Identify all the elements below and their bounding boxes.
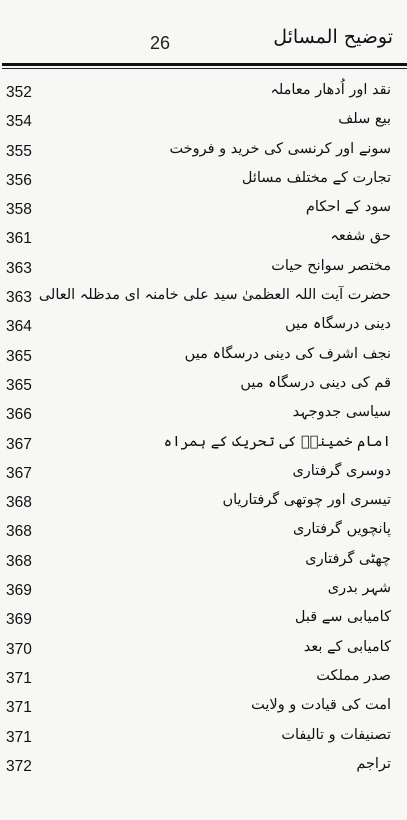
header-rule-thick: [2, 63, 407, 66]
toc-entry-page: 371: [6, 728, 32, 746]
toc-entry-page: 366: [6, 406, 32, 424]
toc-entry: [0, 139, 407, 168]
toc-entry: [0, 402, 407, 431]
toc-entry: [0, 344, 407, 373]
toc-entry-page: 363: [6, 289, 32, 307]
toc-entry-page: 364: [6, 318, 32, 336]
toc-entry-title: نجف اشرف کی دینی درسگاہ میں: [184, 345, 391, 362]
toc-entry-page: 361: [6, 230, 32, 248]
toc-entry: [0, 578, 407, 607]
toc-entry-title: کامیابی کے بعد: [303, 638, 391, 655]
toc-entry-page: 368: [6, 494, 32, 512]
toc-entry-page: 368: [6, 523, 32, 541]
toc-entry: [0, 754, 407, 783]
toc-entry: [0, 666, 407, 695]
toc-entry: [0, 226, 407, 255]
page-number: 26: [150, 33, 171, 53]
toc-entry-page: 365: [6, 347, 32, 365]
toc-entry-page: 365: [6, 376, 32, 394]
toc-entry-title: دوسری گرفتاری: [292, 462, 391, 479]
toc-entry: [0, 197, 407, 226]
toc-entry: [0, 607, 407, 636]
toc-entry: [0, 109, 407, 138]
toc-entry-page: 371: [6, 699, 32, 717]
toc-entry-page: 352: [6, 84, 32, 101]
toc-entry-title: سونے اور کرنسی کی خرید و فروخت: [169, 140, 391, 157]
toc-entry-title: تجارت کے مختلف مسائل: [241, 169, 391, 186]
table-of-contents: [0, 80, 407, 783]
toc-entry: [0, 725, 407, 754]
toc-entry-title: صدر مملکت: [316, 667, 391, 684]
toc-entry-title: شہر بدری: [327, 580, 391, 597]
toc-entry-title: حق شفعہ: [330, 228, 391, 245]
toc-entry-page: 355: [6, 142, 32, 160]
header-rule-thin: [2, 68, 407, 69]
toc-entry: [0, 519, 407, 548]
toc-entry-title: بیع سلف: [338, 111, 391, 128]
toc-entry: [0, 314, 407, 343]
toc-entry: [0, 461, 407, 490]
toc-entry-page: 354: [6, 113, 32, 131]
toc-entry: [0, 80, 407, 109]
toc-entry-title: حضرت آیت اللہ العظمیٰ سید علی خامنہ ای مدظلہ العالی: [38, 287, 391, 304]
toc-entry: [0, 432, 407, 461]
toc-entry-title: سیاسی جدوجہد: [292, 404, 391, 421]
toc-entry-title: تراجم: [356, 755, 391, 772]
toc-entry-title: پانچویں گرفتاری: [292, 521, 391, 538]
toc-entry-title: دینی درسگاہ میں: [285, 316, 391, 333]
toc-entry-title: مختصر سوانح حیات: [271, 257, 391, 274]
toc-entry-title: امت کی قیادت و ولایت: [251, 697, 391, 714]
toc-entry-page: 370: [6, 640, 32, 658]
toc-entry-page: 358: [6, 201, 32, 219]
toc-entry: [0, 549, 407, 578]
toc-entry-page: 369: [6, 582, 32, 600]
toc-entry-page: 367: [6, 464, 32, 482]
toc-entry-page: 371: [6, 669, 32, 687]
toc-entry-title: سود کے احکام: [305, 199, 391, 216]
page-header: [0, 0, 407, 72]
toc-entry-title: تیسری اور چوتھی گرفتاریاں: [222, 492, 391, 509]
toc-entry: [0, 373, 407, 402]
toc-entry-page: 367: [6, 435, 32, 453]
toc-entry-page: 363: [6, 259, 32, 277]
book-title: توضیح المسائل: [273, 26, 393, 48]
toc-entry: [0, 637, 407, 666]
toc-entry: [0, 285, 407, 314]
toc-entry-page: 368: [6, 552, 32, 570]
toc-entry-page: 356: [6, 171, 32, 189]
toc-entry-title: قم کی دینی درسگاہ میں: [240, 374, 391, 391]
toc-entry-title: چھٹی گرفتاری: [305, 550, 391, 567]
toc-entry: [0, 490, 407, 519]
toc-entry-title: کامیابی سے قبل: [294, 609, 391, 626]
toc-entry-page: 369: [6, 611, 32, 629]
toc-entry-title: تصنیفات و تالیفات: [281, 726, 391, 743]
toc-entry: [0, 256, 407, 285]
toc-entry-title: امام خمینیؒ کی تحریک کے ہمراہ: [163, 433, 391, 450]
toc-entry-title: نقد اور اُدھار معاملہ: [270, 82, 391, 98]
toc-entry-page: 372: [6, 757, 32, 775]
toc-entry: [0, 695, 407, 724]
toc-entry: [0, 168, 407, 197]
